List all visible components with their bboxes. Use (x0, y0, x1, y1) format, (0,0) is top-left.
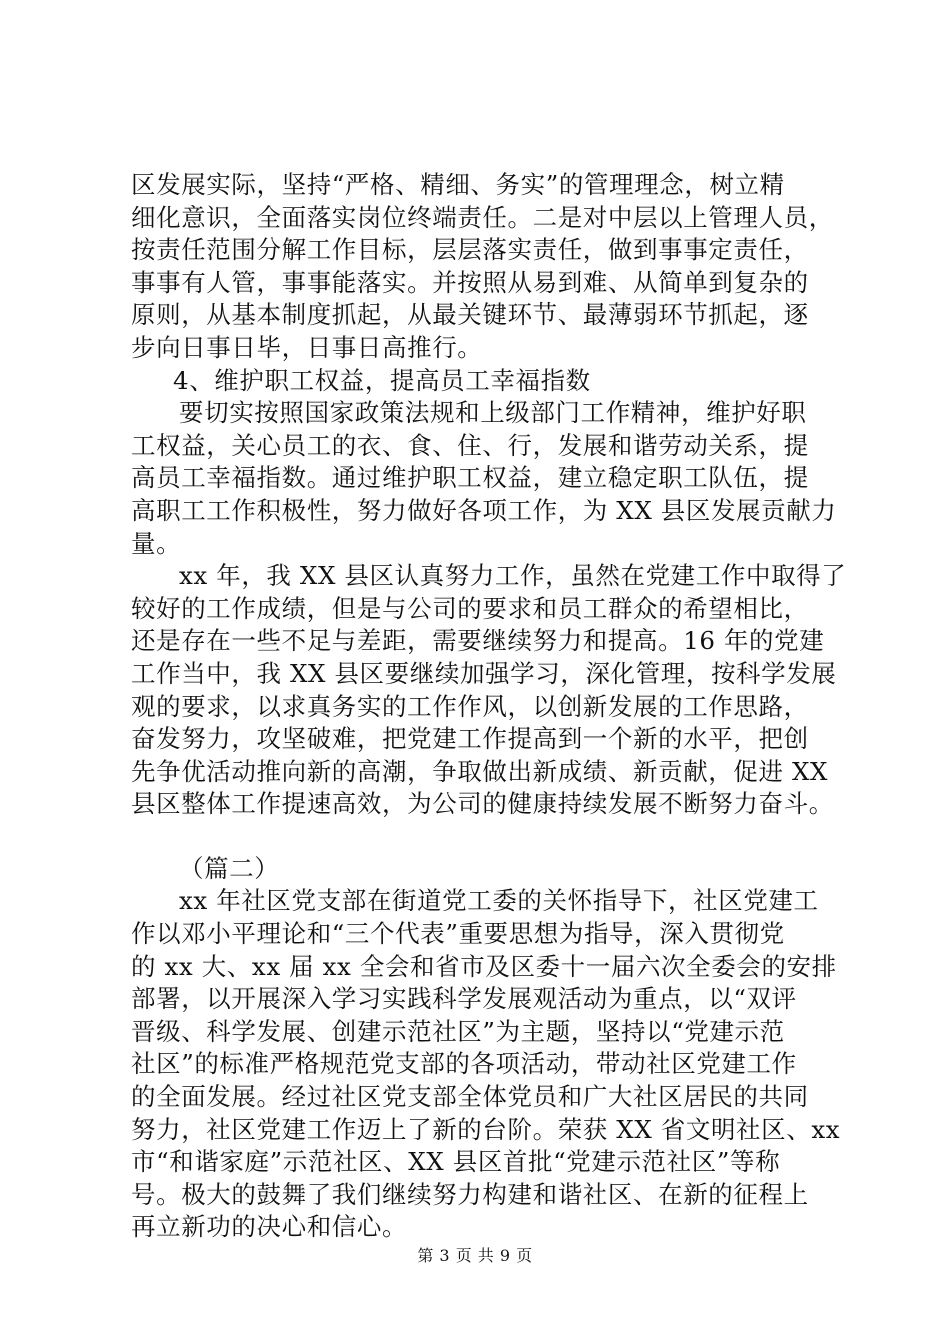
text-line: 还是存在一些不足与差距，需要继续努力和提高。16 年的党建 (131, 626, 825, 656)
text-line: 号。极大的鼓舞了我们继续努力构建和谐社区、在新的征程上 (131, 1179, 809, 1209)
text-line: 奋发努力，攻坚破难，把党建工作提高到一个新的水平，把创 (131, 724, 809, 754)
text-line: 的 xx 大、xx 届 xx 全会和省市及区委十一届六次全委会的安排 (131, 951, 837, 981)
text-line: 步向日事日毕，日事日高推行。 (131, 332, 483, 362)
text-line: 事事有人管，事事能落实。并按照从易到难、从简单到复杂的 (131, 267, 809, 297)
text-line: 要切实按照国家政策法规和上级部门工作精神，维护好职 (179, 398, 807, 428)
text-line: xx 年，我 XX 县区认真努力工作，虽然在党建工作中取得了 (179, 561, 847, 591)
text-line: 原则，从基本制度抓起，从最关键环节、最薄弱环节抓起，逐 (131, 300, 809, 330)
text-line: 先争优活动推向新的高潮，争取做出新成绩、新贡献，促进 XX (131, 756, 829, 786)
section-heading-4: 4、维护职工权益，提高员工幸福指数 (173, 365, 591, 395)
text-line: 努力，社区党建工作迈上了新的台阶。荣获 XX 省文明社区、xx (131, 1114, 841, 1144)
page-number-footer: 第 3 页 共 9 页 (417, 1246, 533, 1265)
text-line: 区发展实际，坚持“严格、精细、务实”的管理理念，树立精 (131, 170, 785, 199)
text-line: 细化意识，全面落实岗位终端责任。二是对中层以上管理人员， (131, 202, 834, 232)
text-line: 的全面发展。经过社区党支部全体党员和广大社区居民的共同 (131, 1082, 809, 1112)
section-title: （篇二） (179, 853, 280, 883)
text-line: 工权益，关心员工的衣、食、住、行，发展和谐劳动关系，提 (131, 430, 809, 460)
text-line: 量。 (131, 528, 182, 558)
text-line: 较好的工作成绩，但是与公司的要求和员工群众的希望相比， (131, 593, 809, 623)
text-line: 按责任范围分解工作目标，层层落实责任，做到事事定责任， (131, 235, 809, 265)
text-line: 作以邓小平理论和“三个代表”重要思想为指导，深入贯彻党 (131, 919, 785, 949)
text-line: 晋级、科学发展、创建示范社区”为主题，坚持以“党建示范 (131, 1016, 785, 1046)
document-body (131, 169, 847, 1244)
paragraph-4 (131, 885, 841, 1244)
text-line: 工作当中，我 XX 县区要继续加强学习，深化管理，按科学发展 (131, 658, 837, 688)
text-line: 高职工工作积极性，努力做好各项工作，为 XX 县区发展贡献力 (131, 495, 837, 525)
paragraph-3 (131, 560, 847, 821)
text-line: 县区整体工作提速高效，为公司的健康持续发展不断努力奋斗。 (131, 789, 834, 819)
blank-line (131, 821, 831, 853)
text-line: 高员工幸福指数。通过维护职工权益，建立稳定职工队伍，提 (131, 463, 809, 493)
paragraph-1 (131, 169, 834, 365)
text-line: 观的要求，以求真务实的工作作风，以创新发展的工作思路， (131, 691, 809, 721)
text-line: 社区”的标准严格规范党支部的各项活动，带动社区党建工作 (131, 1049, 797, 1079)
text-line: 市“和谐家庭”示范社区、XX 县区首批“党建示范社区”等称 (131, 1147, 781, 1177)
text-line: xx 年社区党支部在街道党工委的关怀指导下，社区党建工 (179, 886, 819, 916)
text-line: 部署，以开展深入学习实践科学发展观活动为重点，以“双评 (131, 984, 797, 1014)
paragraph-2 (131, 397, 837, 560)
text-line: 再立新功的决心和信心。 (131, 1212, 408, 1242)
